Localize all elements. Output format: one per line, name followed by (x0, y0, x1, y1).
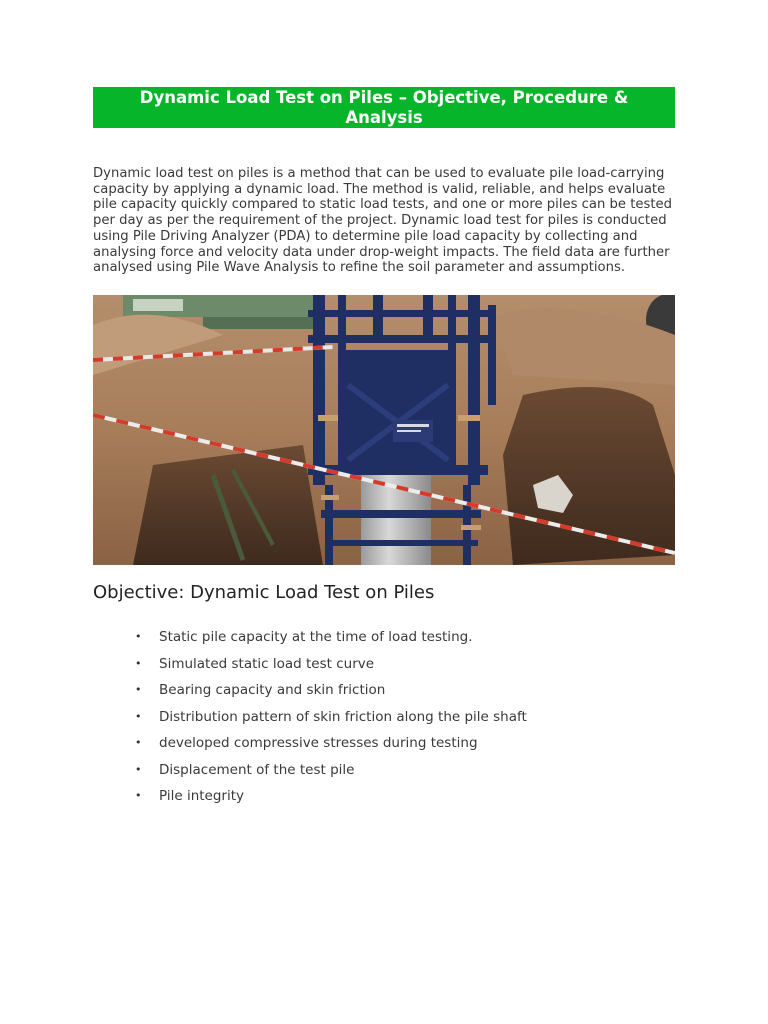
list-item (93, 709, 675, 725)
bullet-icon: • (135, 683, 142, 697)
intro-paragraph: Dynamic load test on piles is a method that can be used to evaluate pile load-carrying capacity by applying a dynamic load. The method is valid, reliable, and helps evaluate pile capacity quickly compared to static load tests, and one or more piles can be tested per day as per the requirement of the project. Dynamic load test for piles is conducted using Pile Driving Analyzer (PDA) to determine pile load capacity by collecting and analysing force and velocity data under drop-weight impacts. The field data are further analysed using Pile Wave Analysis to refine the soil parameter and assumptions. (93, 166, 673, 276)
list-item (93, 629, 675, 645)
list-item (93, 656, 675, 672)
objective-heading: Objective: Dynamic Load Test on Piles (93, 581, 435, 603)
list-item-text: Displacement of the test pile (159, 761, 355, 778)
list-item-text: Distribution pattern of skin friction along the pile shaft (159, 708, 527, 725)
list-item (93, 788, 675, 804)
list-item-text: Pile integrity (159, 788, 245, 805)
bullet-icon: • (135, 789, 142, 803)
list-item-text: Bearing capacity and skin friction (159, 682, 386, 699)
bullet-icon: • (135, 656, 142, 670)
article (93, 87, 675, 815)
list-item (93, 762, 675, 778)
list-item (93, 682, 675, 698)
bullet-icon: • (135, 629, 142, 643)
article-title: Dynamic Load Test on Piles – Objective, Procedure & Analysis (93, 87, 675, 128)
bullet-icon: • (135, 736, 142, 750)
list-item-text: Static pile capacity at the time of load testing. (159, 628, 473, 645)
bullet-icon: • (135, 762, 142, 776)
list-item (93, 735, 675, 751)
pile-test-photo (93, 295, 675, 565)
list-item-text: Simulated static load test curve (159, 655, 375, 672)
list-item-text: developed compressive stresses during testing (159, 735, 478, 752)
bullet-icon: • (135, 709, 142, 723)
objective-list (93, 629, 675, 805)
